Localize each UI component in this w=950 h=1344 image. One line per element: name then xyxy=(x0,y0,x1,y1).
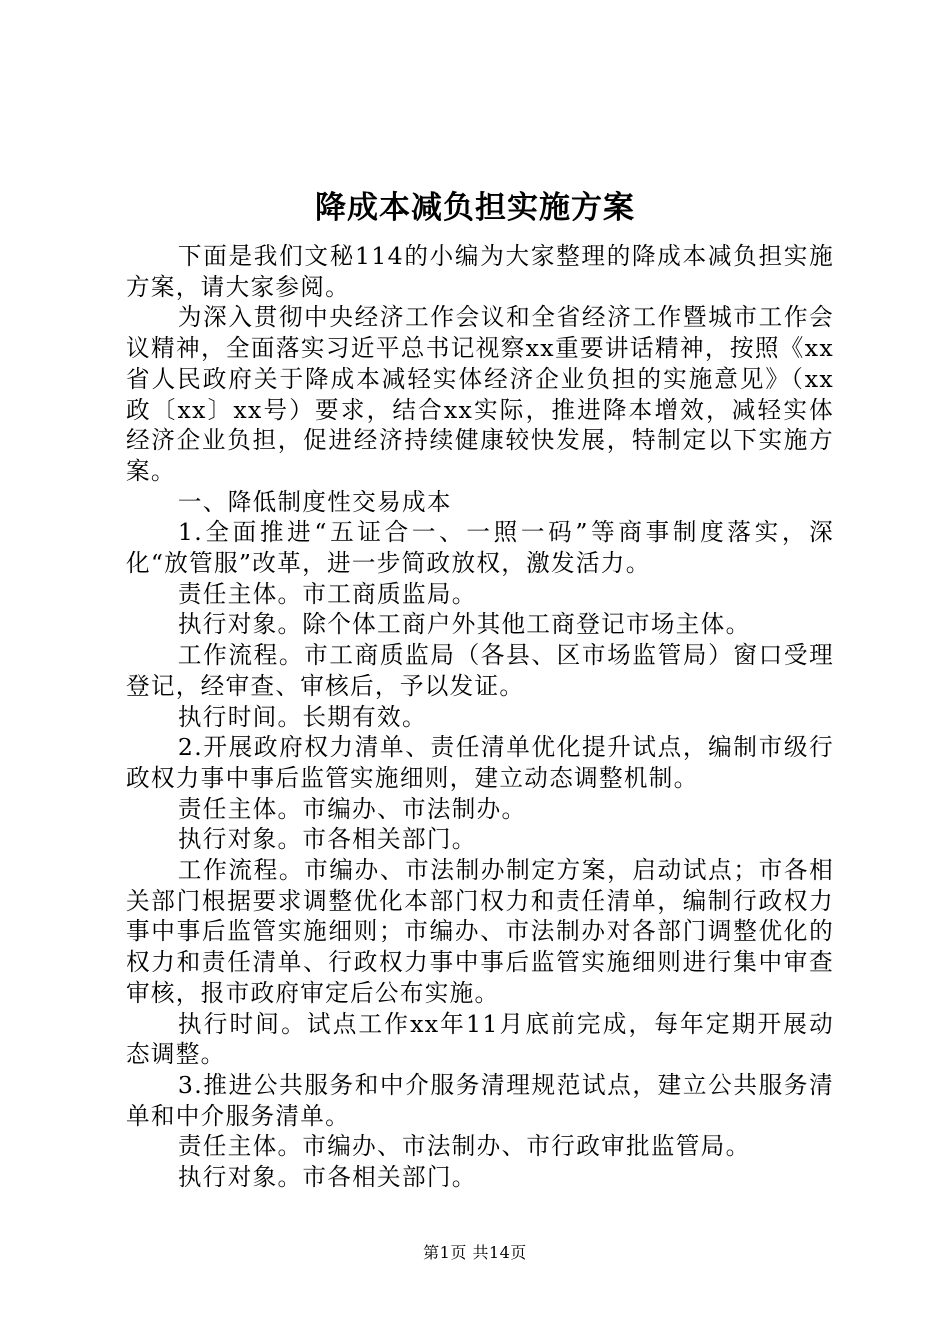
paragraph-responsible: 责任主体。市编办、市法制办。 xyxy=(177,794,527,823)
paragraph-timeline: 执行时间。试点工作xx年11月底前完成，每年定期开展动态调整。 xyxy=(126,1009,834,1069)
paragraph-target: 执行对象。市各相关部门。 xyxy=(177,825,477,854)
paragraph-target: 执行对象。市各相关部门。 xyxy=(177,1163,477,1192)
paragraph-responsible: 责任主体。市编办、市法制办、市行政审批监管局。 xyxy=(177,1132,751,1161)
paragraph-item-2: 2.开展政府权力清单、责任清单优化提升试点，编制市级行政权力事中事后监管实施细则，建立动态调整机制。 xyxy=(126,733,834,792)
paragraph-target: 执行对象。除个体工商户外其他工商登记市场主体。 xyxy=(177,610,751,639)
paragraph-intro: 下面是我们文秘114的小编为大家整理的降成本减负担实施方案，请大家参阅。 xyxy=(126,242,834,301)
section-heading: 一、降低制度性交易成本 xyxy=(177,487,452,516)
document-title: 降成本减负担实施方案 xyxy=(315,190,635,226)
paragraph-purpose: 为深入贯彻中央经济工作会议和全省经济工作暨城市工作会议精神，全面落实习近平总书记视察xx重要讲话精神，按照《xx省人民政府关于降成本减轻实体经济企业负担的实施意见》（xx政〔xx〕xx号）要求，结合xx实际，推进降本增效，减轻实体经济企业负担，促进经济持续健康较快发展，特制定以下实施方案。 xyxy=(126,303,834,485)
paragraph-timeline: 执行时间。长期有效。 xyxy=(177,702,427,731)
paragraph-workflow: 工作流程。市工商质监局（各县、区市场监管局）窗口受理登记，经审查、审核后，予以发证。 xyxy=(126,641,834,700)
paragraph-item-3: 3.推进公共服务和中介服务清理规范试点，建立公共服务清单和中介服务清单。 xyxy=(126,1070,834,1130)
paragraph-item-1: 1.全面推进“五证合一、一照一码”等商事制度落实，深化“放管服”改革，进一步简政放权，激发活力。 xyxy=(126,518,834,578)
paragraph-responsible: 责任主体。市工商质监局。 xyxy=(177,579,477,608)
document-body xyxy=(126,241,834,1193)
page-number-footer: 第1页 共14页 xyxy=(423,1243,527,1262)
paragraph-workflow: 工作流程。市编办、市法制办制定方案，启动试点；市各相关部门根据要求调整优化本部门权力和责任清单，编制行政权力事中事后监管实施细则；市编办、市法制办对各部门调整优化的权力和责任清单、行政权力事中事后监管实施细则进行集中审查审核，报市政府审定后公布实施。 xyxy=(126,856,834,1007)
